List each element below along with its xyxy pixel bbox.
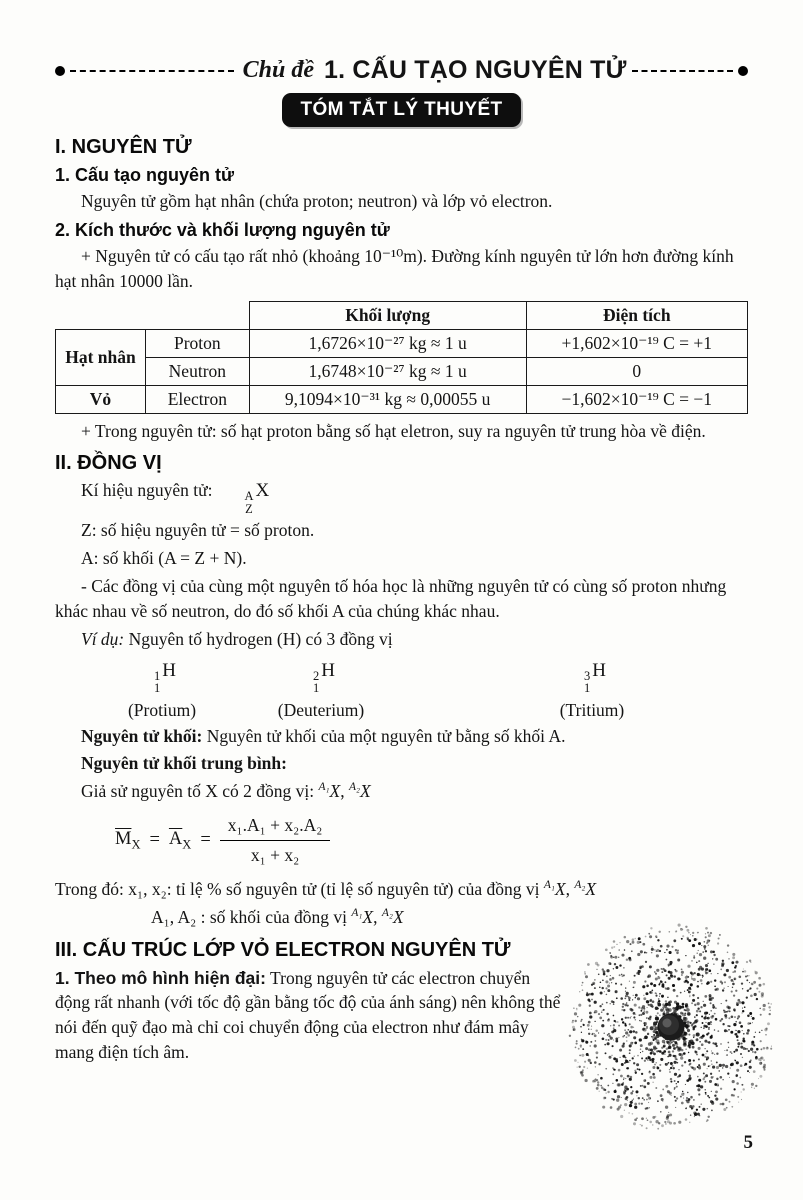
isotope-name: (Tritium) <box>559 699 625 720</box>
particle-mass-cell: 9,1094×10⁻³¹ kg ≈ 0,00055 u <box>249 385 526 413</box>
mass-number: 3 <box>584 668 591 683</box>
group-shell-cell: Vỏ <box>56 385 146 413</box>
atomic-number: 1 <box>584 681 591 696</box>
isotope-notation-1: $^{A_1}$X <box>351 906 374 927</box>
atomic-number: 1 <box>154 681 161 696</box>
atomic-mass-label: Nguyên tử khối: <box>81 725 203 746</box>
chapter-title: 1. CẤU TẠO NGUYÊN TỬ <box>324 56 627 84</box>
table-empty-corner <box>56 301 250 329</box>
atom-structure-paragraph: Nguyên tử gồm hạt nhân (chứa proton; neutron) và lớp vỏ electron. <box>81 191 553 211</box>
section-3-body <box>55 966 748 1065</box>
isotope-symbol <box>517 660 667 695</box>
isotope-name: (Deuterium) <box>277 699 365 720</box>
average-mass-formula <box>115 813 748 868</box>
separator: , <box>565 878 575 899</box>
mass-number: A <box>244 489 254 504</box>
fraction-numerator: x₁.A₁ + x₂.A₂ <box>220 813 331 841</box>
example-text: Nguyên tố hydrogen (H) có 3 đồng vị <box>128 628 393 649</box>
isotope-notation-1: $^{A_1}$X <box>318 781 341 802</box>
az-notation <box>154 670 160 695</box>
atomic-mass-text: Nguyên tử khối của một nguyên tử bằng số khối A. <box>206 725 566 746</box>
header-left-dot-icon <box>55 66 65 76</box>
chapter-header <box>55 56 748 85</box>
isotope-notation-2: $^{A_2}$X <box>381 906 404 927</box>
isotope-symbol <box>97 660 227 695</box>
isotope-protium <box>97 660 227 721</box>
atomic-mass-line <box>55 724 748 749</box>
modern-model-label: 1. Theo mô hình hiện đại: <box>55 967 266 988</box>
section-1-heading: I. NGUYÊN TỬ <box>55 136 192 158</box>
particles-table <box>55 301 748 414</box>
element-symbol: H <box>321 659 335 681</box>
column-header-mass: Khối lượng <box>249 301 526 329</box>
section-2-heading: II. ĐỒNG VỊ <box>55 452 162 475</box>
isotope-notation-2: $^{A_2}$X <box>348 781 371 802</box>
isotope-tritium <box>517 660 667 721</box>
table-row <box>56 329 748 357</box>
symbol-label: Kí hiệu nguyên tử: <box>81 480 213 501</box>
section-1-sub1-heading: 1. Cấu tạo nguyên tử <box>55 165 235 185</box>
isotope-deuterium <box>241 660 401 721</box>
chapter-label: Chủ đề <box>242 57 314 83</box>
equals-sign: = <box>149 830 160 851</box>
atomic-number: 1 <box>313 681 320 696</box>
mass-number: 2 <box>313 668 320 683</box>
isotope-name: (Protium) <box>127 699 197 720</box>
page-number: 5 <box>743 1132 753 1153</box>
fraction <box>220 813 331 868</box>
mass-number: 1 <box>154 668 161 683</box>
particle-charge-cell: 0 <box>526 357 747 385</box>
header-right-dot-icon <box>738 66 748 76</box>
symbol-line <box>55 478 748 515</box>
average-mass-label-line <box>55 751 748 776</box>
particle-mass-cell: 1,6726×10⁻²⁷ kg ≈ 1 u <box>249 329 526 357</box>
particle-charge-cell: −1,602×10⁻¹⁹ C = −1 <box>526 385 747 413</box>
modern-model-paragraph: 1. Theo mô hình hiện đại: Trong nguyên tử các electron chuyển động rất nhanh (với tốc độ gần bằng tốc độ của ánh sáng) nên không thể nói đến quỹ đạo mà chỉ coi chuyển động của electron như đám mây mang điện tích âm. <box>55 967 561 1063</box>
a-definition-line: A: số khối (A = Z + N). <box>81 548 247 569</box>
element-symbol: H <box>592 659 606 681</box>
assumption-line <box>55 779 748 804</box>
section-3-heading: III. CẤU TRÚC LỚP VỎ ELECTRON NGUYÊN TỬ <box>55 938 511 961</box>
separator: , <box>373 906 382 927</box>
mean-a-term: $\overline{A}_X$ <box>168 829 192 852</box>
electron-cloud-image <box>564 920 778 1134</box>
z-definition-line: Z: số hiệu nguyên tử = số proton. <box>81 520 315 541</box>
assumption-text: Giả sử nguyên tố X có 2 đồng vị: <box>81 781 315 802</box>
table-row <box>56 357 748 385</box>
summary-badge-wrap <box>55 93 748 127</box>
fraction-denominator: x₁ + x₂ <box>250 844 300 865</box>
example-label: Ví dụ: <box>81 628 125 649</box>
isotope-definition-paragraph: - Các đồng vị của cùng một nguyên tố hóa học là những nguyên tử có cùng số proton nhưng khác nhau về số neutron, do đó số khối A của chúng khác nhau. <box>55 576 727 621</box>
average-mass-label: Nguyên tử khối trung bình: <box>81 753 287 774</box>
atom-size-paragraph: + Nguyên tử có cấu tạo rất nhỏ (khoảng 10⁻¹⁰m). Đường kính nguyên tử lớn hơn đường kính hạt nhân 10000 lần. <box>55 245 734 291</box>
atomic-number: Z <box>245 501 253 516</box>
element-symbol: X <box>255 480 270 502</box>
isotope-symbol <box>241 660 401 695</box>
where-line-2: A₁, A₂ : số khối của đồng vị $^{A_1}$X, $^{A_2}$X <box>151 906 404 927</box>
particle-name-cell: Proton <box>145 329 249 357</box>
particle-charge-cell: +1,602×10⁻¹⁹ C = +1 <box>526 329 747 357</box>
example-line <box>55 627 748 652</box>
header-right-dashed-line <box>632 70 733 72</box>
header-left-dashed-line <box>70 70 234 72</box>
particle-name-cell: Electron <box>145 385 249 413</box>
isotope-notation-1: $^{A_1}$X <box>543 878 566 899</box>
summary-badge: TÓM TẮT LÝ THUYẾT <box>282 93 520 127</box>
mean-m-term: $\overline{M}_X$ <box>115 829 141 852</box>
neutral-atom-paragraph: + Trong nguyên tử: số hạt proton bằng số hạt eletron, suy ra nguyên tử trung hòa về điện. <box>81 420 706 441</box>
particle-mass-cell: 1,6748×10⁻²⁷ kg ≈ 1 u <box>249 357 526 385</box>
element-symbol: H <box>162 659 176 681</box>
where-line: Trong đó: x₁, x₂: tỉ lệ % số nguyên tử (tỉ lệ số nguyên tử) của đồng vị $^{A_1}$X, $^{A_2}$X <box>55 878 597 899</box>
az-notation <box>313 670 319 695</box>
table-header-row <box>56 301 748 329</box>
separator: , <box>340 781 349 802</box>
group-nucleus-cell: Hạt nhân <box>56 329 146 385</box>
table-row <box>56 385 748 413</box>
az-notation <box>218 490 253 515</box>
isotope-row <box>97 660 748 721</box>
az-notation <box>584 670 590 695</box>
isotope-notation-2: $^{A_2}$X <box>574 878 597 899</box>
section-1-sub2-heading: 2. Kích thước và khối lượng nguyên tử <box>55 219 390 240</box>
particle-name-cell: Neutron <box>145 357 249 385</box>
column-header-charge: Điện tích <box>526 301 747 329</box>
equals-sign: = <box>200 830 211 851</box>
